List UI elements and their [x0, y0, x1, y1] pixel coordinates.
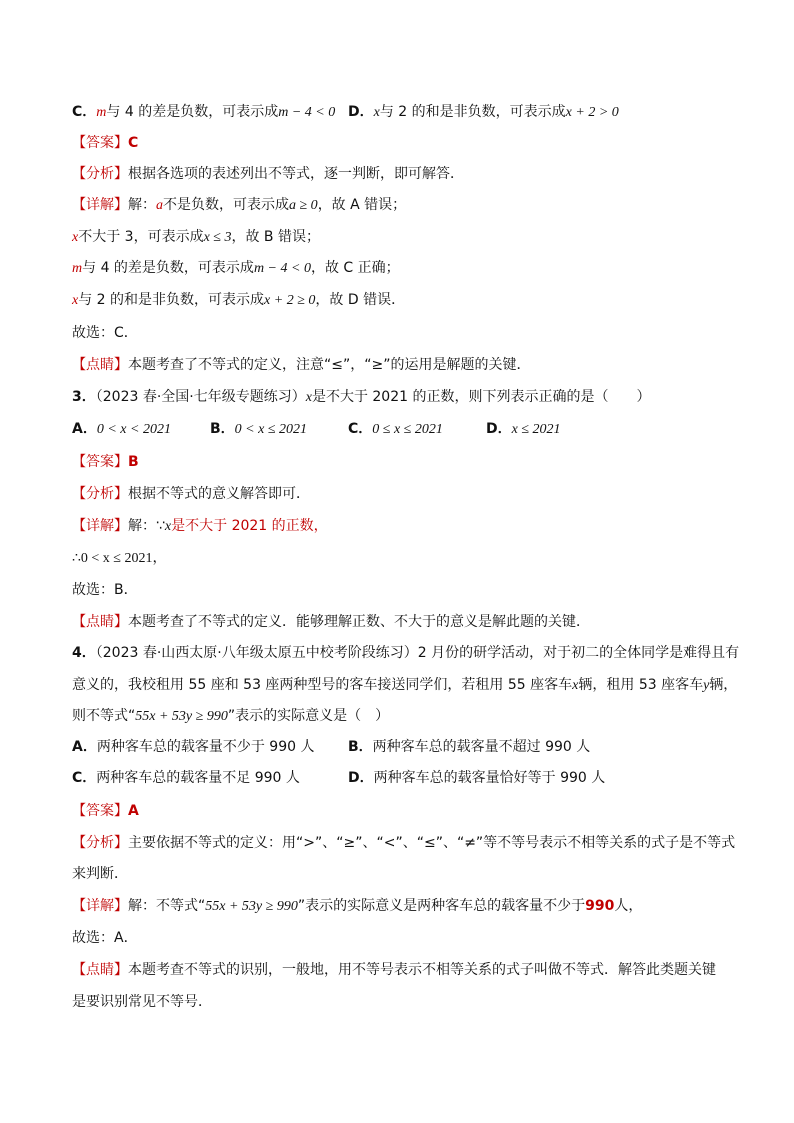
analysis-tag: 【分析】	[72, 835, 128, 851]
choose-text: 故选：A．	[72, 930, 138, 946]
math-var: m	[96, 105, 107, 120]
option-label: D．	[348, 104, 374, 120]
q3-detail-line1	[72, 516, 734, 537]
question-text: 意义的，我校租用 55 座和 53 座两种型号的客车接送同学们，若租用 55 座客车	[72, 677, 573, 693]
math-expr: a ≥ 0	[289, 198, 318, 213]
question-text: 辆，租用 53 座客车	[578, 677, 704, 693]
q4-option-c	[72, 768, 300, 788]
answer-tag: 【答案】	[72, 135, 128, 151]
option-text: 两种客车总的载客量不超过 990 人	[372, 739, 591, 755]
detail-text: ，故 C 正确；	[310, 260, 400, 276]
option-label: C．	[72, 104, 97, 120]
q3-comment	[72, 612, 734, 632]
comment-text: 是要识别常见不等号．	[72, 994, 212, 1010]
analysis-tag: 【分析】	[72, 486, 128, 502]
question-text: （2023 春·山西太原·八年级太原五中校考阶段练习）2 月份的研学活动，对于初二的全体同学是难得且有	[95, 645, 740, 661]
answer-value: A	[128, 803, 139, 819]
option-label: D．	[486, 421, 512, 437]
option-text: 两种客车总的载客量恰好等于 990 人	[373, 770, 606, 786]
q4-choose	[72, 928, 734, 948]
q2-option-d	[348, 102, 619, 123]
q4-stem-line2	[72, 675, 738, 696]
option-label: B．	[210, 421, 235, 437]
detail-text: 不大于 3，可表示成	[78, 229, 204, 245]
comment-tag: 【点睛】	[72, 614, 128, 630]
answer-value: B	[128, 454, 139, 470]
q4-stem-line3	[72, 706, 734, 727]
question-text: ”表示的实际意义是（ ）	[227, 708, 390, 724]
comment-text: 本题考查不等式的识别，一般地，用不等号表示不相等关系的式子叫做不等式．解答此类题关键	[128, 962, 716, 978]
option-label: C．	[348, 421, 373, 437]
detail-tag: 【详解】	[72, 518, 128, 534]
option-label: B．	[348, 739, 373, 755]
q3-option-d	[486, 419, 561, 440]
option-text: 与 2 的和是非负数，可表示成	[379, 104, 566, 120]
detail-text: 不是负数，可表示成	[163, 197, 289, 213]
q4-option-a	[72, 737, 314, 757]
math-expr: x + 2 ≥ 0	[264, 293, 316, 308]
detail-text: 解：	[128, 197, 156, 213]
math-expr: 55x + 53y ≥ 990	[205, 899, 298, 914]
q3-answer	[72, 452, 734, 472]
q2-detail-line2	[72, 227, 734, 248]
question-text: 则不等式“	[72, 708, 136, 724]
option-label: A．	[72, 421, 97, 437]
math-var: x	[72, 293, 79, 308]
option-text: 两种客车总的载客量不少于 990 人	[96, 739, 315, 755]
q4-analysis-line1	[72, 833, 734, 853]
choose-text: 故选：C．	[72, 325, 138, 341]
math-var: x	[164, 519, 172, 534]
q2-choose	[72, 323, 734, 343]
choose-text: 故选：B．	[72, 582, 138, 598]
comment-tag: 【点睛】	[72, 357, 128, 373]
q2-comment	[72, 355, 734, 375]
q4-stem-line1	[72, 643, 740, 663]
option-text: 与 4 的差是负数，可表示成	[106, 104, 279, 120]
math-expr: 0 < x < 2021	[96, 422, 171, 437]
detail-tag: 【详解】	[72, 898, 128, 914]
math-expr: x + 2 > 0	[565, 105, 619, 120]
math-var: x	[305, 390, 312, 405]
detail-text: 人，	[614, 898, 643, 914]
detail-number: 990	[585, 898, 615, 914]
q4-analysis-line2	[72, 864, 734, 884]
option-label: D．	[348, 770, 374, 786]
detail-text: 是不大于 2021 的正数，	[171, 518, 328, 534]
q4-detail	[72, 896, 734, 917]
question-number: 4．	[72, 645, 96, 661]
q3-detail-line2	[72, 548, 734, 569]
q2-detail-line4	[72, 290, 734, 311]
analysis-text: 根据不等式的意义解答即可．	[128, 486, 310, 502]
math-expr: 0 ≤ x ≤ 2021	[372, 422, 443, 437]
analysis-text: 来判断．	[72, 866, 128, 882]
math-expr: ∴0 < x ≤ 2021，	[72, 551, 167, 566]
detail-text: 与 2 的和是非负数，可表示成	[78, 292, 265, 308]
answer-tag: 【答案】	[72, 803, 128, 819]
question-text: 辆，	[709, 677, 738, 693]
q4-option-b	[348, 737, 590, 757]
question-source: （2023 春·全国·七年级专题练习）	[95, 389, 306, 405]
detail-tag: 【详解】	[72, 197, 128, 213]
analysis-tag: 【分析】	[72, 166, 128, 182]
q4-option-d	[348, 768, 605, 788]
answer-value: C	[128, 135, 139, 151]
q2-answer	[72, 133, 734, 153]
answer-tag: 【答案】	[72, 454, 128, 470]
math-expr: 0 < x ≤ 2021	[234, 422, 308, 437]
option-label: A．	[72, 739, 97, 755]
question-number: 3．	[72, 389, 96, 405]
q3-option-c	[348, 419, 443, 440]
detail-text: ，故 A 错误；	[317, 197, 407, 213]
math-var: x	[72, 230, 79, 245]
math-var: a	[156, 198, 163, 213]
detail-text: ，故 B 错误；	[231, 229, 320, 245]
detail-text: ”表示的实际意义是两种客车总的载客量不少于	[297, 898, 586, 914]
math-expr: m − 4 < 0	[278, 105, 336, 120]
option-text: 两种客车总的载客量不足 990 人	[96, 770, 300, 786]
analysis-text: 主要依据不等式的定义：用“>”、“≥”、“<”、“≤”、“≠”等不等号表示不相等关系的式子是不等式	[128, 835, 736, 851]
detail-text: ，故 D 错误．	[315, 292, 406, 308]
q3-option-a	[72, 419, 171, 440]
q3-choose	[72, 580, 734, 600]
question-text: 是不大于 2021 的正数，则下列表示正确的是（ ）	[311, 389, 651, 405]
option-label: C．	[72, 770, 97, 786]
comment-text: 本题考查了不等式的定义．能够理解正数、不大于的意义是解此题的关键．	[128, 614, 590, 630]
math-var: x	[572, 678, 579, 693]
q2-detail-line3	[72, 258, 734, 279]
detail-text: 与 4 的差是负数，可表示成	[82, 260, 254, 276]
q3-option-b	[210, 419, 307, 440]
math-var: y	[703, 678, 710, 693]
detail-text: 解：∵	[128, 518, 165, 534]
math-expr: 55x + 53y ≥ 990	[135, 709, 228, 724]
comment-tag: 【点睛】	[72, 962, 128, 978]
detail-text: 解：不等式“	[128, 898, 206, 914]
q2-detail-line1	[72, 195, 734, 216]
q3-analysis	[72, 484, 734, 504]
analysis-text: 根据各选项的表述列出不等式，逐一判断，即可解答．	[128, 166, 464, 182]
q4-comment-line1	[72, 960, 734, 980]
comment-text: 本题考查了不等式的定义，注意“≤”，“≥”的运用是解题的关键．	[128, 357, 531, 373]
math-var: m	[72, 261, 83, 276]
q2-analysis	[72, 164, 734, 184]
math-expr: m − 4 < 0	[253, 261, 311, 276]
math-var: x	[373, 105, 380, 120]
q2-option-c	[72, 102, 335, 123]
q4-answer	[72, 801, 734, 821]
q4-comment-line2	[72, 992, 734, 1012]
q3-stem	[72, 387, 734, 408]
math-expr: x ≤ 2021	[511, 422, 561, 437]
math-expr: x ≤ 3	[203, 230, 232, 245]
